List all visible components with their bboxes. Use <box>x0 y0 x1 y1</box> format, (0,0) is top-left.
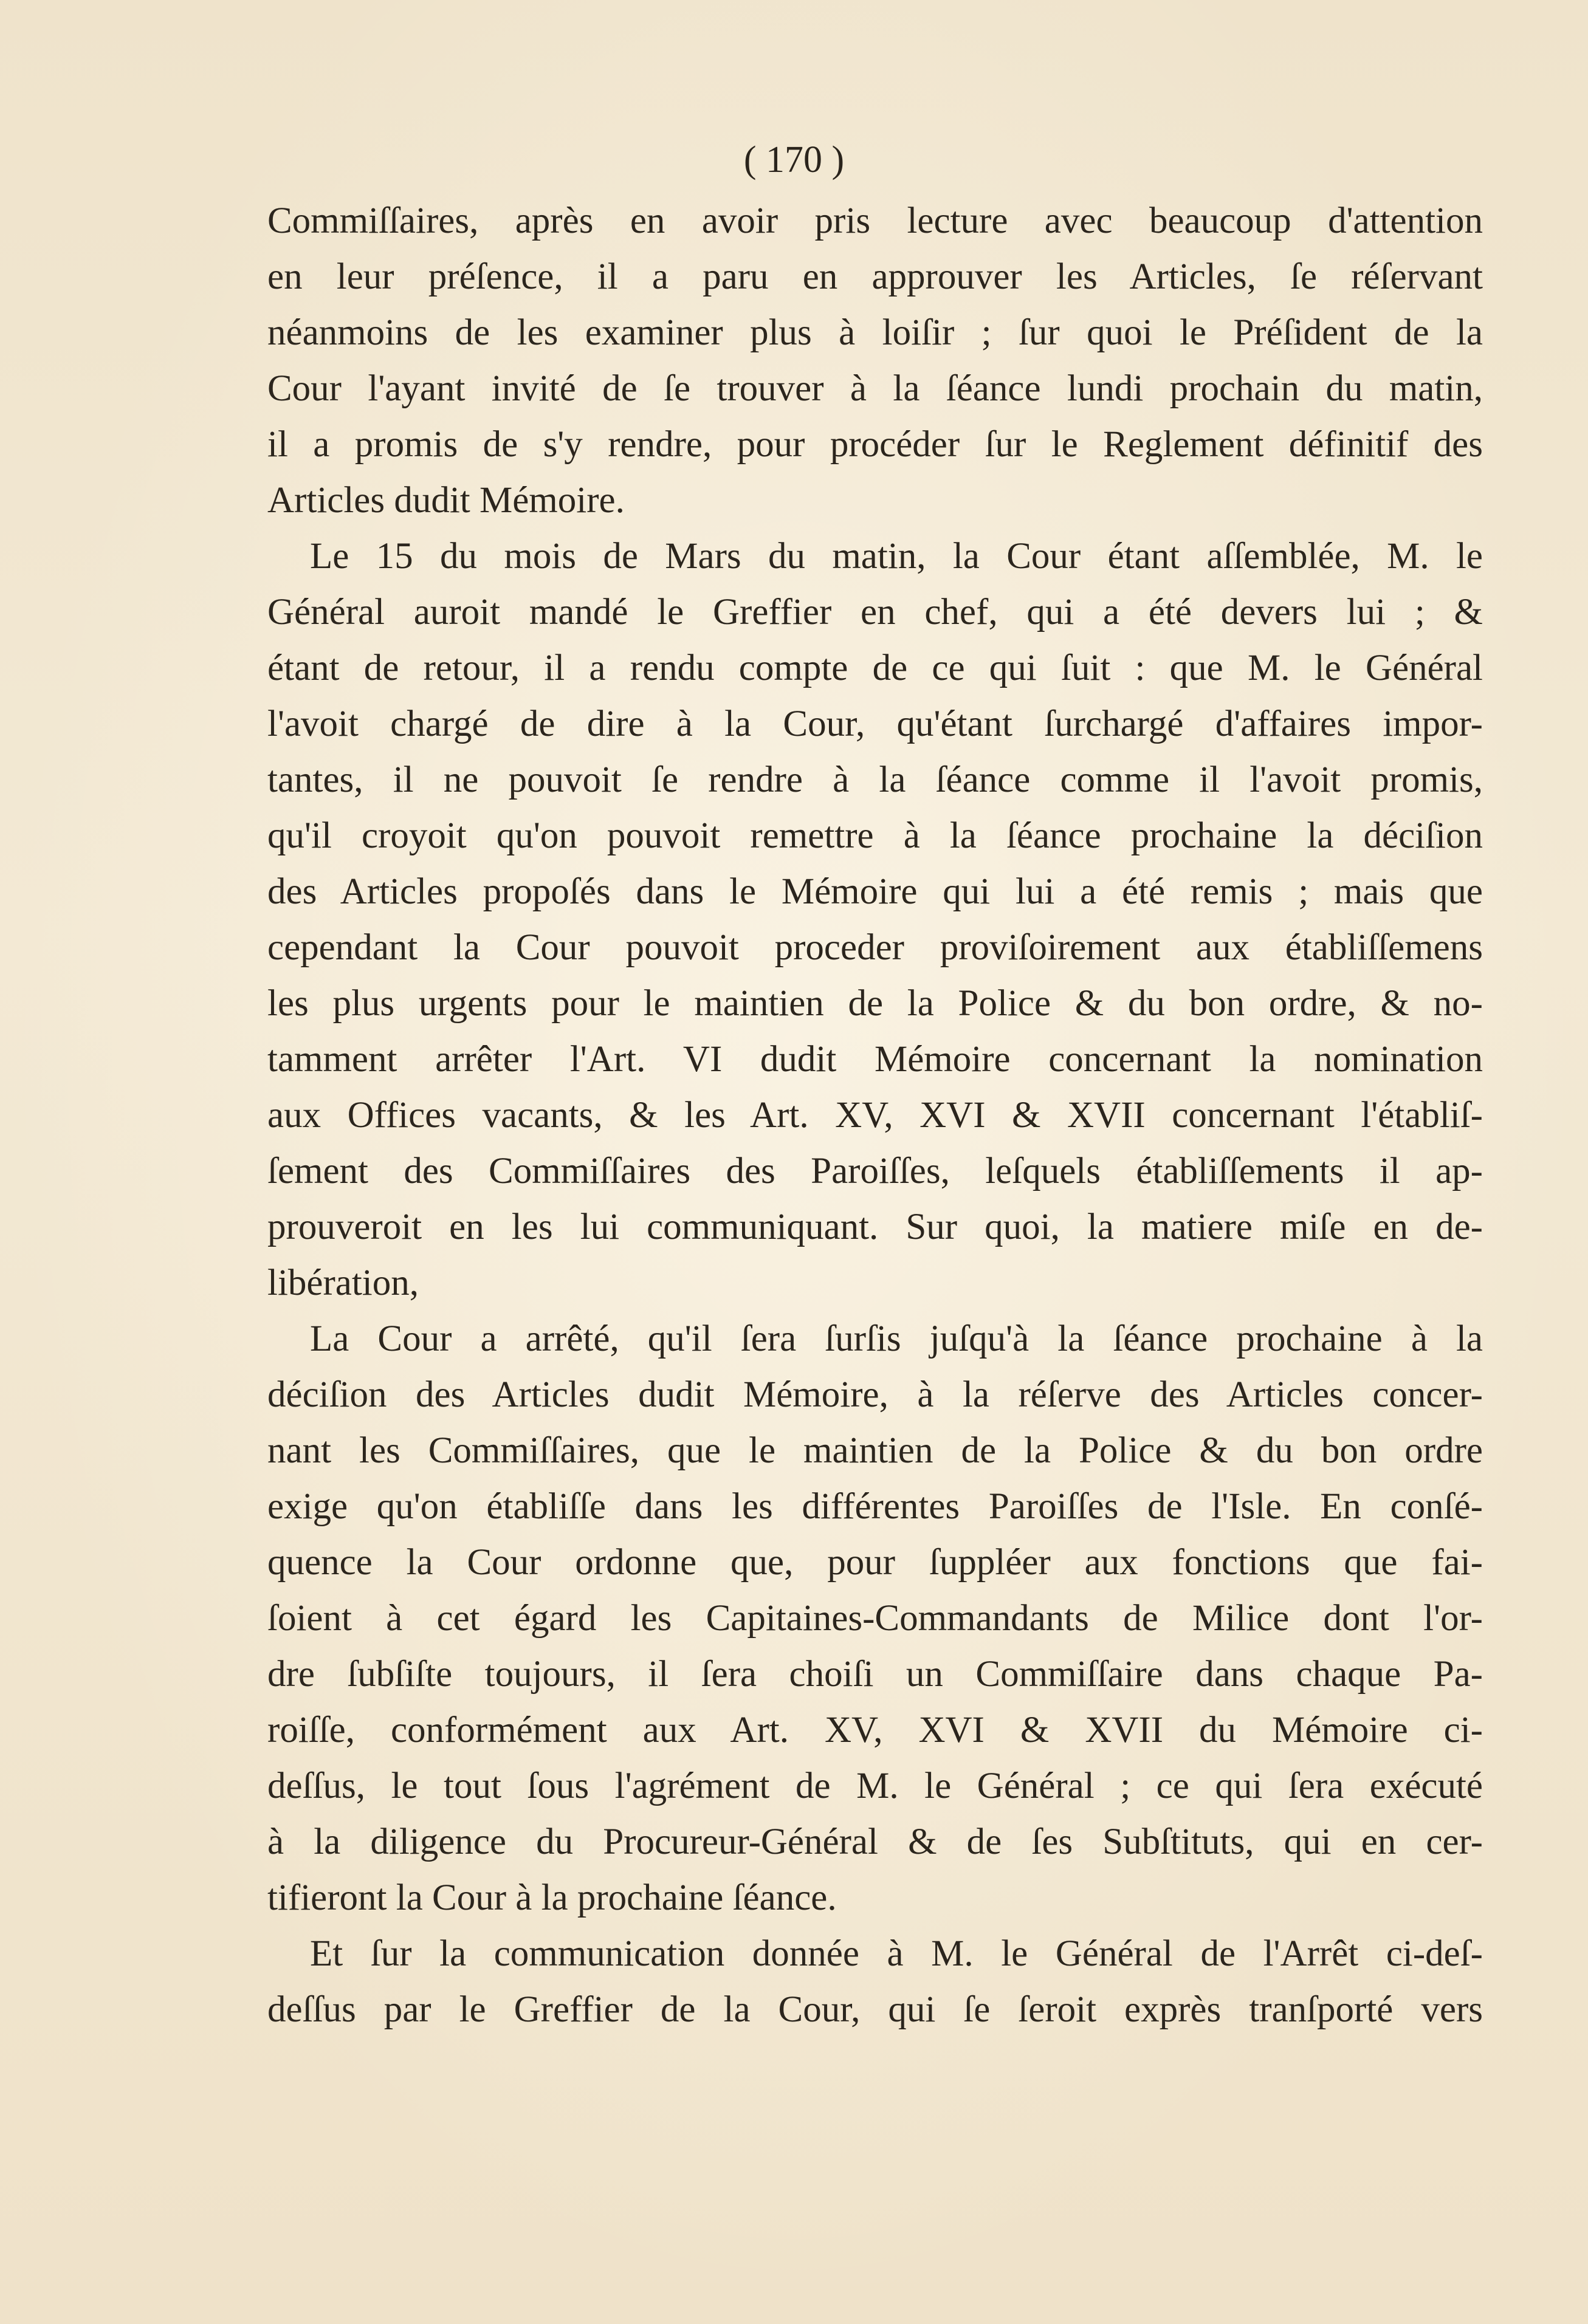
text-line: Commiſſaires, après en avoir pris lecture avec beaucoup d'attention <box>267 201 1483 241</box>
text-line: Général auroit mandé le Greffier en chef, qui a été devers lui ; & <box>267 592 1483 632</box>
text-line: nant les Commiſſaires, que le maintien de la Police & du bon ordre <box>267 1430 1483 1471</box>
text-line: néanmoins de les examiner plus à loiſir ; ſur quoi le Préſident de la <box>267 312 1483 353</box>
text-line: tantes, il ne pouvoit ſe rendre à la ſéance comme il l'avoit promis, <box>267 759 1483 800</box>
text-line: prouveroit en les lui communiquant. Sur quoi, la matiere miſe en de- <box>267 1207 1483 1247</box>
text-line: déciſion des Articles dudit Mémoire, à la réſerve des Articles concer- <box>267 1374 1483 1415</box>
text-line: tamment arrêter l'Art. VI dudit Mémoire concernant la nomination <box>267 1039 1483 1080</box>
body-text <box>267 193 1483 2038</box>
text-line: étant de retour, il a rendu compte de ce qui ſuit : que M. le Général <box>267 648 1483 688</box>
page-number: ( 170 ) <box>743 139 845 180</box>
text-line: Le 15 du mois de Mars du matin, la Cour étant aſſemblée, M. le <box>310 536 1483 577</box>
text-line: libération, <box>267 1263 419 1303</box>
text-line: tifieront la Cour à la prochaine ſéance. <box>267 1877 837 1918</box>
text-line: roiſſe, conformément aux Art. XV, XVI & XVII du Mémoire ci- <box>267 1710 1483 1750</box>
text-line: ſement des Commiſſaires des Paroiſſes, leſquels établiſſements il ap- <box>267 1151 1483 1191</box>
text-line: qu'il croyoit qu'on pouvoit remettre à la ſéance prochaine la déciſion <box>267 815 1483 856</box>
text-line: Articles dudit Mémoire. <box>267 480 625 521</box>
text-line: en leur préſence, il a paru en approuver les Articles, ſe réſervant <box>267 256 1483 297</box>
text-line: il a promis de s'y rendre, pour procéder ſur le Reglement définitif des <box>267 424 1483 465</box>
text-line: deſſus, le tout ſous l'agrément de M. le Général ; ce qui ſera exécuté <box>267 1766 1483 1806</box>
text-line: exige qu'on établiſſe dans les différentes Paroiſſes de l'Isle. En conſé- <box>267 1486 1483 1527</box>
text-line: cependant la Cour pouvoit proceder proviſoirement aux établiſſemens <box>267 927 1483 968</box>
text-line: deſſus par le Greffier de la Cour, qui ſe ſeroit exprès tranſporté vers <box>267 1989 1483 2030</box>
text-line: La Cour a arrêté, qu'il ſera ſurſis juſqu'à la ſéance prochaine à la <box>310 1318 1483 1359</box>
text-line: Cour l'ayant invité de ſe trouver à la ſéance lundi prochain du matin, <box>267 368 1483 409</box>
text-line: ſoient à cet égard les Capitaines-Commandants de Milice dont l'or- <box>267 1598 1483 1639</box>
text-line: aux Offices vacants, & les Art. XV, XVI & XVII concernant l'établiſ- <box>267 1095 1483 1136</box>
text-line: quence la Cour ordonne que, pour ſuppléer aux fonctions que fai- <box>267 1542 1483 1583</box>
text-line: des Articles propoſés dans le Mémoire qui lui a été remis ; mais que <box>267 871 1483 912</box>
text-line: les plus urgents pour le maintien de la Police & du bon ordre, & no- <box>267 983 1483 1024</box>
text-line: Et ſur la communication donnée à M. le Général de l'Arrêt ci-deſ- <box>310 1933 1483 1974</box>
text-line: l'avoit chargé de dire à la Cour, qu'étant ſurchargé d'affaires impor- <box>267 704 1483 744</box>
text-line: à la diligence du Procureur-Général & de ſes Subſtituts, qui en cer- <box>267 1822 1483 1862</box>
text-line: dre ſubſiſte toujours, il ſera choiſi un Commiſſaire dans chaque Pa- <box>267 1654 1483 1695</box>
